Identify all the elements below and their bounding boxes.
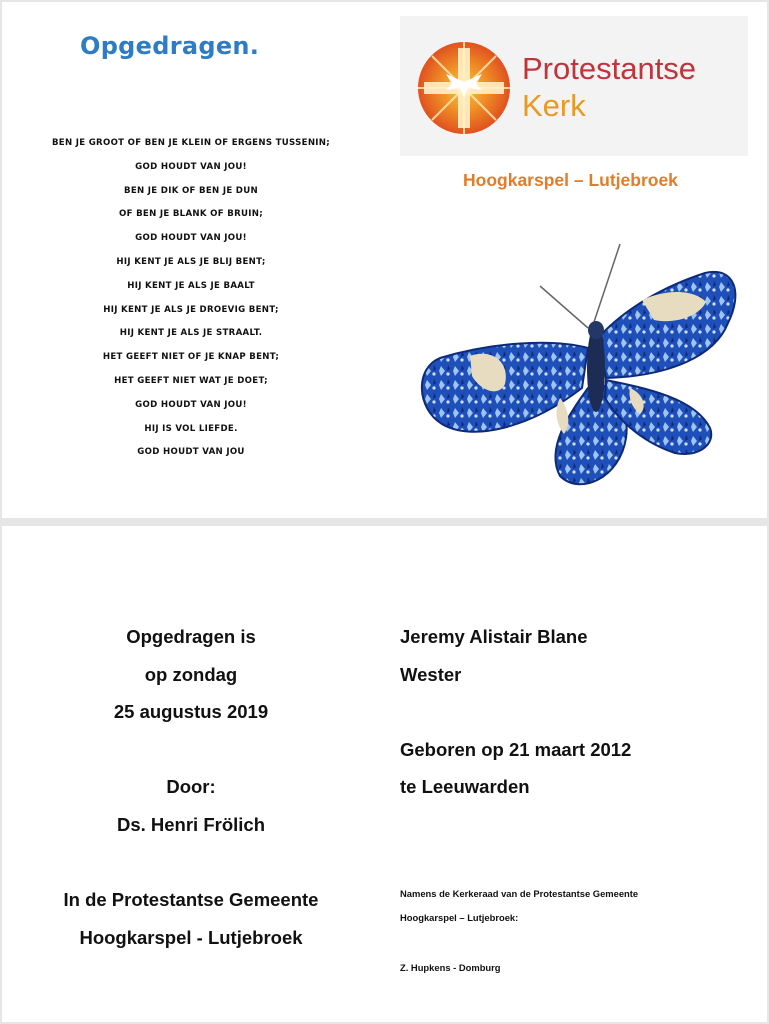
- parish-location: Hoogkarspel – Lutjebroek: [463, 170, 678, 190]
- poem-line: HIJ KENT JE ALS JE BAALT: [127, 280, 255, 291]
- logo-line1: Protestantse: [522, 51, 697, 86]
- poem-line: BEN JE DIK OF BEN JE DUN: [124, 185, 258, 196]
- logo-line2: Kerk: [522, 88, 586, 123]
- council-line2: Hoogkarspel – Lutjebroek:: [400, 912, 519, 923]
- butterfly-image: [410, 238, 746, 490]
- poem-line: HIJ IS VOL LIEFDE.: [144, 423, 238, 434]
- signature: Z. Hupkens - Domburg: [400, 962, 501, 973]
- page-title: Opgedragen.: [80, 32, 260, 60]
- poem-line: OF BEN JE BLANK OF BRUIN;: [119, 209, 263, 220]
- dedication-date: 25 augustus 2019: [113, 701, 269, 723]
- officiant-name: Ds. Henri Frölich: [116, 813, 266, 835]
- dedication-day: op zondag: [144, 663, 238, 685]
- poem-line: HET GEEFT NIET WAT JE DOET;: [114, 375, 268, 386]
- child-name-line1: Jeremy Alistair Blane: [400, 626, 588, 647]
- officiant-label: Door:: [166, 776, 216, 798]
- poem-line: GOD HOUDT VAN JOU!: [135, 161, 247, 172]
- dedication-details: [2, 618, 380, 956]
- church-logo-text: [522, 50, 696, 124]
- poem-line: HIJ KENT JE ALS JE DROEVIG BENT;: [103, 304, 279, 315]
- child-details: [400, 618, 631, 806]
- poem-line: HIJ KENT JE ALS JE BLIJ BENT;: [116, 256, 266, 267]
- child-name-line2: Wester: [400, 663, 462, 685]
- church-logo-icon: [416, 40, 512, 136]
- poem: [10, 132, 372, 465]
- birth-place: te Leeuwarden: [400, 776, 530, 798]
- birth-date: Geboren op 21 maart 2012: [400, 738, 632, 760]
- poem-line: HIJ KENT JE ALS JE STRAALT.: [119, 328, 263, 339]
- poem-line: BEN JE GROOT OF BEN JE KLEIN OF ERGENS TUSSENIN;: [51, 138, 331, 148]
- poem-line: GOD HOUDT VAN JOU: [137, 447, 245, 458]
- congregation-line1: In de Protestantse Gemeente: [63, 889, 319, 911]
- poem-line: GOD HOUDT VAN JOU!: [135, 233, 247, 244]
- bottom-card: [2, 526, 767, 1022]
- congregation-line2: Hoogkarspel - Lutjebroek: [79, 926, 303, 948]
- poem-line: GOD HOUDT VAN JOU!: [135, 399, 247, 410]
- dedication-heading: Opgedragen is: [126, 626, 256, 647]
- poem-line: HET GEEFT NIET OF JE KNAP BENT;: [102, 352, 280, 363]
- top-card: [2, 2, 767, 518]
- church-logo: [400, 16, 748, 156]
- council-line1: Namens de Kerkeraad van de Protestantse Gemeente: [400, 888, 639, 899]
